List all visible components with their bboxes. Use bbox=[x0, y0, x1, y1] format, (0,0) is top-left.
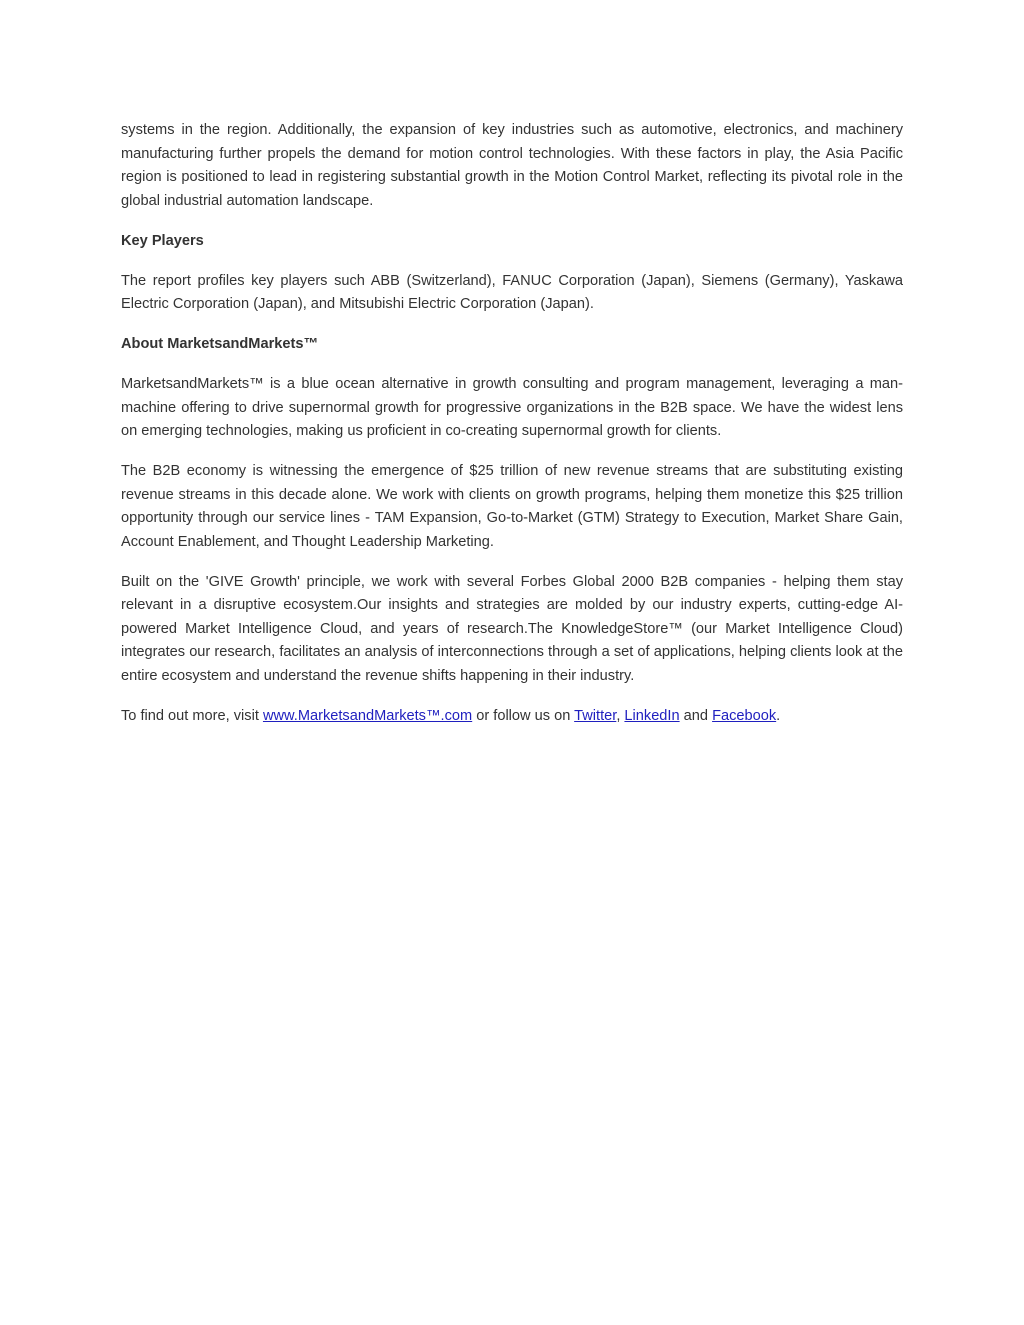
intro-paragraph: systems in the region. Additionally, the expansion of key industries such as automotive, electronics, and machinery manufacturing further propels the demand for motion control technologies. With these factors in play, the Asia Pacific region is positioned to lead in registering substantial growth in the Motion Control Market, reflecting its pivotal role in the global industrial automation landscape. bbox=[121, 122, 903, 209]
linkedin-link[interactable]: LinkedIn bbox=[624, 707, 680, 724]
document-page bbox=[121, 119, 903, 745]
contact-paragraph bbox=[121, 705, 903, 729]
about-paragraph-3: Built on the 'GIVE Growth' principle, we work with several Forbes Global 2000 B2B companies - helping them stay relevant in a disruptive ecosystem.Our insights and strategies are molded by our industry experts, cutting-edge AI-powered Market Intelligence Cloud, and years of research.The KnowledgeStore™ (our Market Intelligence Cloud) integrates our research, facilitates an analysis of interconnections through a set of applications, helping clients look at the entire ecosystem and understand the revenue shifts happening in their industry. bbox=[121, 573, 903, 684]
about-paragraph-1: MarketsandMarkets™ is a blue ocean alternative in growth consulting and program management, leveraging a man-machine offering to drive supernormal growth for progressive organizations in the B2B space. We have the widest lens on emerging technologies, making us proficient in co-creating supernormal growth for clients. bbox=[121, 376, 903, 439]
contact-middle: or follow us on bbox=[472, 707, 575, 724]
key-players-paragraph: The report profiles key players such ABB (Switzerland), FANUC Corporation (Japan), Siemens (Germany), Yaskawa Electric Corporation (Japan), and Mitsubishi Electric Corporation (Japan). bbox=[121, 272, 903, 312]
facebook-link[interactable]: Facebook bbox=[712, 707, 777, 724]
about-heading: About MarketsandMarkets™ bbox=[121, 336, 319, 352]
website-link[interactable]: www.MarketsandMarkets™.com bbox=[262, 707, 473, 724]
contact-comma: , bbox=[616, 707, 625, 724]
contact-suffix: . bbox=[776, 707, 781, 724]
contact-and: and bbox=[679, 707, 713, 724]
key-players-heading: Key Players bbox=[121, 232, 204, 249]
twitter-link[interactable]: Twitter bbox=[574, 707, 617, 724]
about-paragraph-2: The B2B economy is witnessing the emergence of $25 trillion of new revenue streams that are substituting existing revenue streams in this decade alone. We work with clients on growth programs, helping them monetize this $25 trillion opportunity through our service lines - TAM Expansion, Go-to-Market (GTM) Strategy to Execution, Market Share Gain, Account Enablement, and Thought Leadership Marketing. bbox=[121, 463, 903, 550]
contact-prefix: To find out more, visit bbox=[121, 707, 263, 724]
